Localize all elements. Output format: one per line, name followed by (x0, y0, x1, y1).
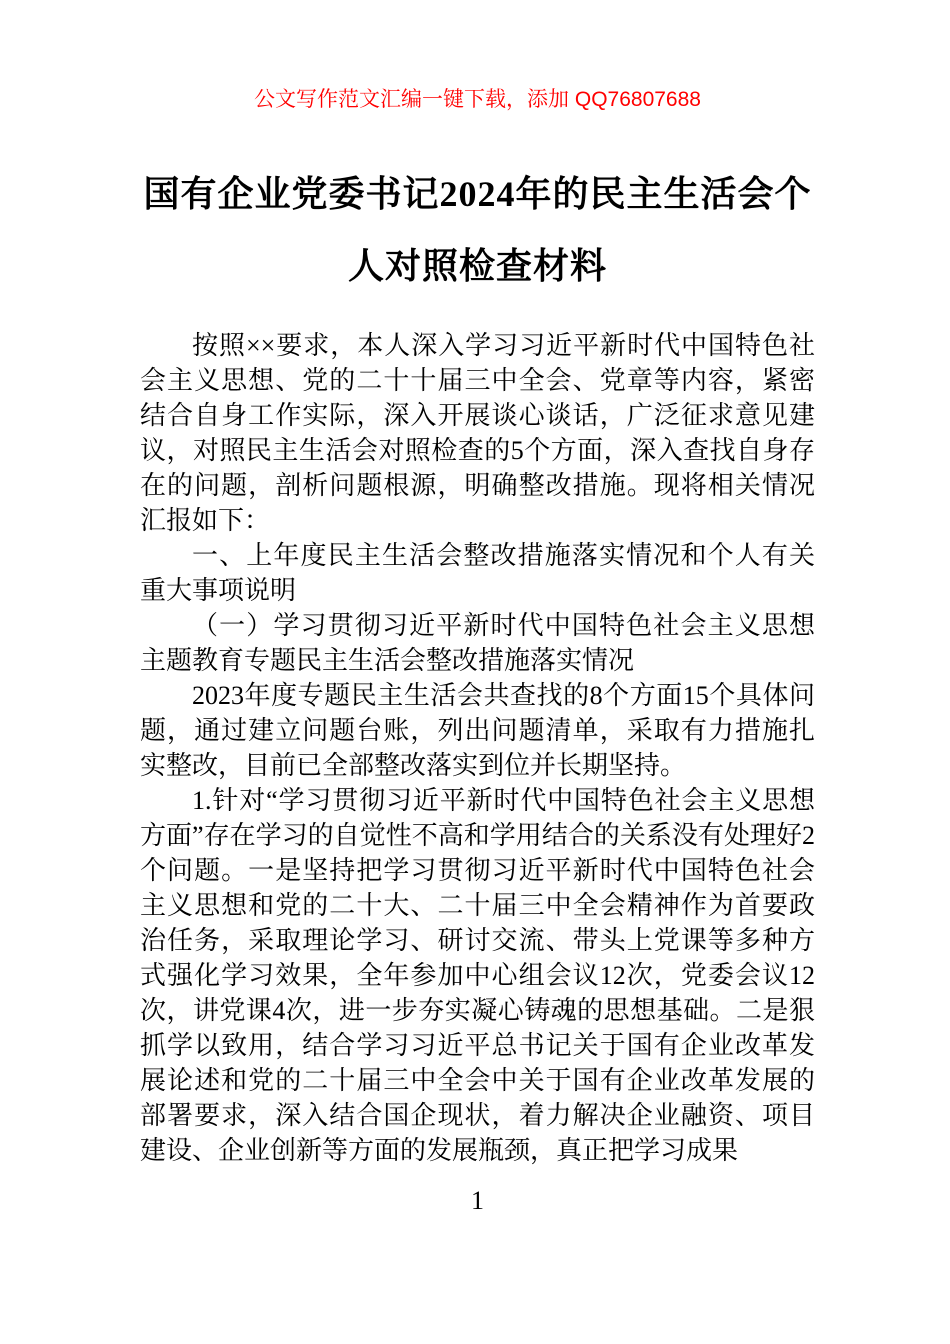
paragraph: 按照××要求，本人深入学习习近平新时代中国特色社会主义思想、党的二十十届三中全会、党章等内容，紧密结合自身工作实际，深入开展谈心谈话，广泛征求意见建议，对照民主生活会对照检查的5个方面，深入查找自身存在的问题，剖析问题根源，明确整改措施。现将相关情况汇报如下： (140, 331, 815, 535)
paragraph: 一、上年度民主生活会整改措施落实情况和个人有关重大事项说明 (140, 541, 815, 605)
paragraph: （一）学习贯彻习近平新时代中国特色社会主义思想主题教育专题民主生活会整改措施落实情况 (140, 611, 815, 675)
promo-header-note: 公文写作范文汇编一键下载，添加 QQ76807688 (254, 88, 701, 111)
document-title: 国有企业党委书记2024年的民主生活会个人对照检查材料 (143, 174, 812, 286)
paragraph: 1.针对“学习贯彻习近平新时代中国特色社会主义思想方面”存在学习的自觉性不高和学用结合的关系没有处理好2个问题。一是坚持把学习贯彻习近平新时代中国特色社会主义思想和党的二十大、二十届三中全会精神作为首要政治任务，采取理论学习、研讨交流、带头上党课等多种方式强化学习效果，全年参加中心组会议12次，党委会议12次，讲党课4次，进一步夯实凝心铸魂的思想基础。二是狠抓学以致用，结合学习习近平总书记关于国有企业改革发展论述和党的二十届三中全会中关于国有企业改革发展的部署要求，深入结合国企现状，着力解决企业融资、项目建设、企业创新等方面的发展瓶颈，真正把学习成果 (140, 786, 815, 1165)
paragraph: 2023年度专题民主生活会共查找的8个方面15个具体问题，通过建立问题台账，列出问题清单，采取有力措施扎实整改，目前已全部整改落实到位并长期坚持。 (140, 681, 815, 780)
document-body (140, 328, 815, 1168)
page-number: 1 (471, 1186, 484, 1215)
